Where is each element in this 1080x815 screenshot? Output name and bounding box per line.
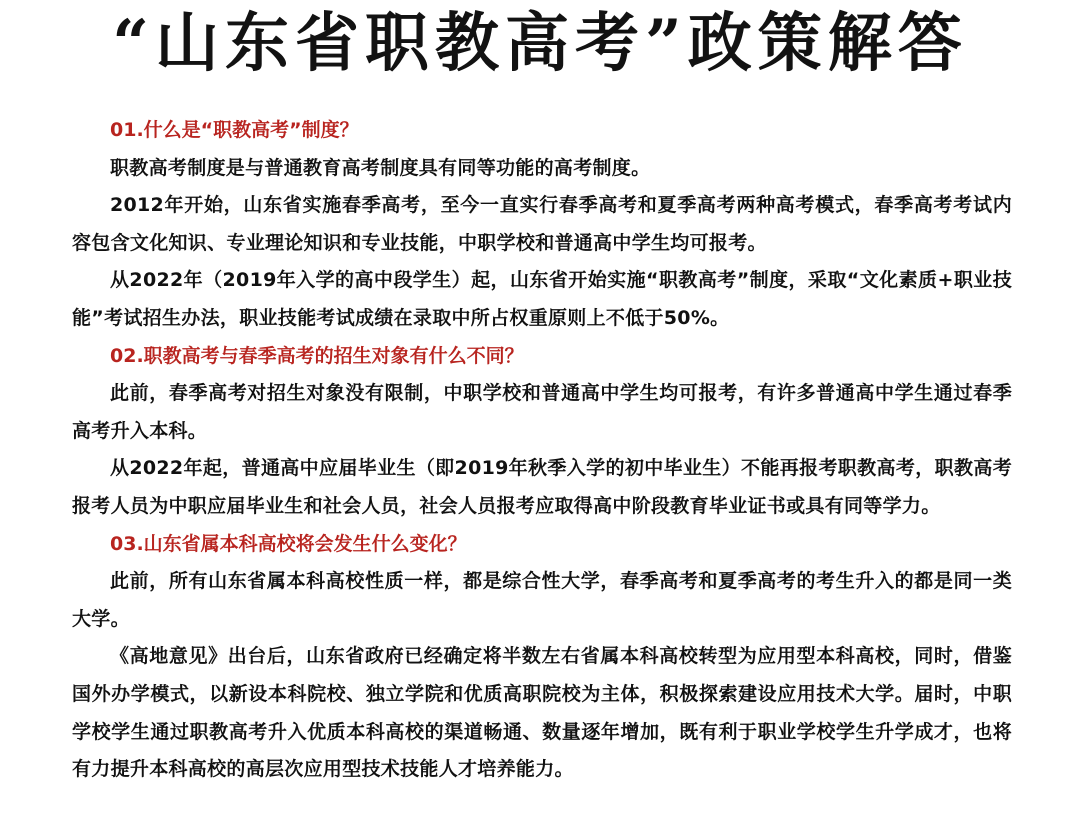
section-1 [72,112,1012,338]
content-body [72,112,1012,789]
section-paragraph: 此前，春季高考对招生对象没有限制，中职学校和普通高中学生均可报考，有许多普通高中学生通过春季高考升入本科。 [72,382,1012,442]
section-paragraph: 职教高考制度是与普通教育高考制度具有同等功能的高考制度。 [110,156,651,179]
section-paragraph: 从2022年起，普通高中应届毕业生（即2019年秋季入学的初中毕业生）不能再报考职教高考，职教高考报考人员为中职应届毕业生和社会人员，社会人员报考应取得高中阶段教育毕业证书或具有同等学力。 [72,457,1012,517]
page-title: “山东省职教高考”政策解答 [112,6,968,81]
section-question: 03.山东省属本科高校将会发生什么变化？ [110,532,467,555]
section-question: 02.职教高考与春季高考的招生对象有什么不同？ [110,344,524,367]
section-paragraph: 《高地意见》出台后，山东省政府已经确定将半数左右省属本科高校转型为应用型本科高校，同时，借鉴国外办学模式，以新设本科院校、独立学院和优质高职院校为主体，积极探索建设应用技术大学。届时，中职学校学生通过职教高考升入优质本科高校的渠道畅通、数量逐年增加，既有利于职业学校学生升学成才，也将有力提升本科高校的高层次应用型技术技能人才培养能力。 [72,645,1012,781]
section-paragraph: 2012年开始，山东省实施春季高考，至今一直实行春季高考和夏季高考两种高考模式，春季高考考试内容包含文化知识、专业理论知识和专业技能，中职学校和普通高中学生均可报考。 [72,194,1012,254]
section-3 [72,526,1012,789]
section-paragraph: 此前，所有山东省属本科高校性质一样，都是综合性大学，春季高考和夏季高考的考生升入的都是同一类大学。 [72,570,1012,630]
section-paragraph: 从2022年（2019年入学的高中段学生）起，山东省开始实施“职教高考”制度，采取“文化素质+职业技能”考试招生办法，职业技能考试成绩在录取中所占权重原则上不低于50%。 [72,269,1012,329]
section-question: 01.什么是“职教高考”制度？ [110,119,359,141]
section-2 [72,338,1012,526]
